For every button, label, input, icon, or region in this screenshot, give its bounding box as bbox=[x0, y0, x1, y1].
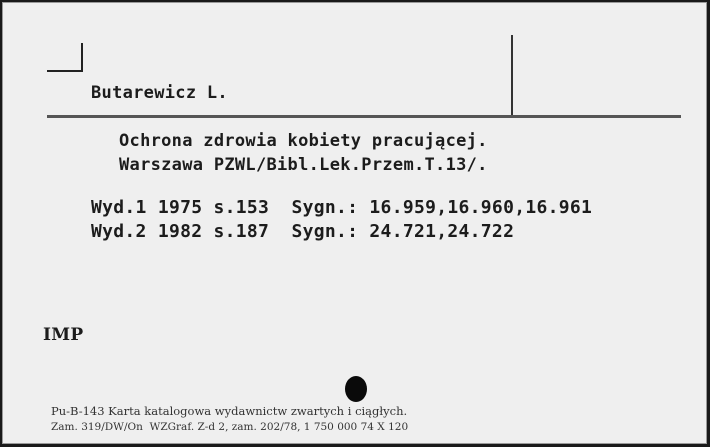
title-line-2: Warszawa PZWL/Bibl.Lek.Przem.T.13/. bbox=[119, 155, 488, 175]
corner-mark-vertical bbox=[81, 43, 83, 71]
title-line-1: Ochrona zdrowia kobiety pracującej. bbox=[119, 131, 488, 151]
corner-mark-horizontal bbox=[47, 70, 83, 72]
column-divider bbox=[511, 35, 513, 115]
punch-hole bbox=[345, 376, 367, 402]
catalog-card bbox=[2, 2, 707, 444]
edition-line-2: Wyd.2 1982 s.187 Sygn.: 24.721,24.722 bbox=[91, 221, 515, 242]
edition-line-1: Wyd.1 1975 s.153 Sygn.: 16.959,16.960,16.961 bbox=[91, 197, 593, 218]
footer-line-1: Pu-B-143 Karta katalogowa wydawnictw zwartych i ciągłych. bbox=[51, 404, 408, 418]
header-rule bbox=[47, 115, 681, 118]
footer-line-2: Zam. 319/DW/On WZGraf. Z-d 2, zam. 202/78, 1 750 000 74 X 120 bbox=[51, 421, 409, 433]
author-name: Butarewicz L. bbox=[91, 83, 228, 103]
imp-label: IMP bbox=[43, 325, 84, 345]
